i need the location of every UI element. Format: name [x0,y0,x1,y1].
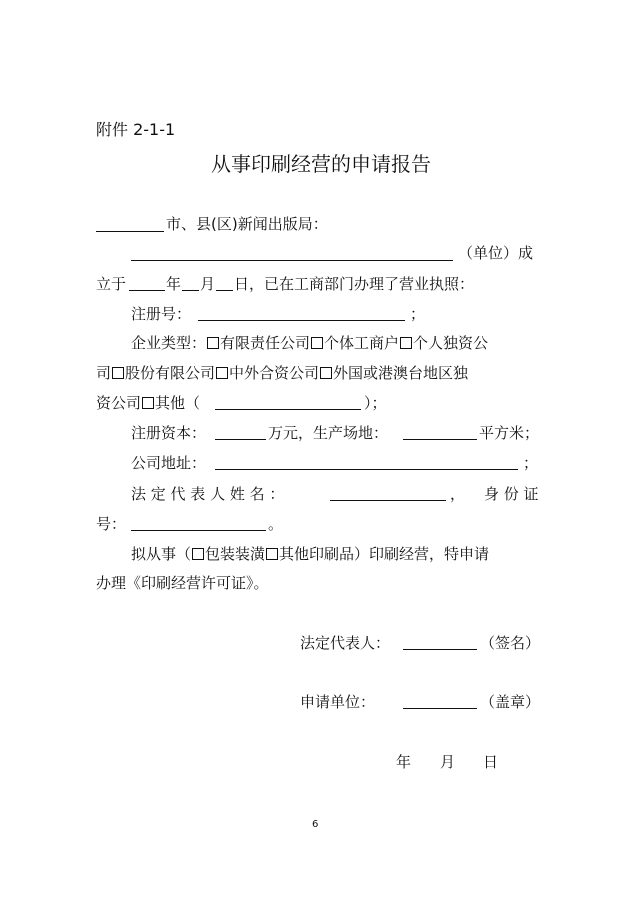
blank-area [403,439,477,440]
blank-unit-name [131,260,453,261]
blank-legal-rep-name [330,500,446,501]
established-day-text: 日，已在工商部门办理了营业执照： [234,275,475,293]
checkbox-other-print[interactable] [266,548,278,560]
reg-no-end: ； [410,305,426,323]
established-prefix: 立于 [96,275,127,293]
checkbox-joint-stock[interactable] [112,367,124,379]
checkbox-foreign-hmt[interactable] [320,367,332,379]
page-number: 6 [312,819,319,830]
rep-signature-suffix: （签名） [480,634,541,652]
enterprise-type-line1 [131,333,488,353]
blank-rep-signature [403,649,477,650]
checkbox-individual-business[interactable] [311,337,323,349]
blank-id-number [131,530,266,531]
legal-rep-label: 法 定 代 表 人 姓 名 ： [131,485,285,503]
blank-address [215,469,518,470]
enterprise-type-line2 [96,363,468,383]
area-unit: 平方米； [479,424,540,442]
blank-day [216,290,233,291]
option-foreign-hmt: 外国或港澳台地区独 [333,364,469,382]
option-joint-venture: 中外合资公司 [229,364,320,382]
blank-reg-no [198,320,405,321]
id-label: 身 份 证 [484,485,539,503]
id-end: 。 [268,515,284,533]
option-other-print: 其他印刷品）印刷经营，特申请 [279,545,490,563]
blank-other-type [215,409,361,410]
address-end: ； [523,454,539,472]
checkbox-llc[interactable] [207,337,219,349]
blank-month [182,290,199,291]
enterprise-type-line3 [96,393,200,413]
date-year: 年 [396,753,412,771]
checkbox-sole-proprietorship[interactable] [400,337,412,349]
capital-label: 注册资本： [131,424,207,442]
enterprise-type-label: 企业类型： [131,334,207,352]
intent-line1 [131,544,489,564]
date-month: 月 [440,753,456,771]
checkbox-joint-venture[interactable] [216,367,228,379]
unit-seal-label: 申请单位： [300,693,376,711]
address-label: 公司地址： [131,454,207,472]
capital-unit: 万元，生产场地： [268,424,389,442]
checkbox-other[interactable] [142,397,154,409]
option-joint-stock: 股份有限公司 [125,364,216,382]
rep-signature-label: 法定代表人： [300,634,391,652]
option-other-end: ）； [364,394,387,412]
option-foreign-hmt-cont: 资公司 [96,394,142,412]
blank-unit-seal [403,708,477,709]
established-year: 年 [166,275,182,293]
option-individual-business: 个体工商户 [324,334,400,352]
unit-suffix: （单位）成 [458,244,534,262]
option-sole-proprietorship: 个人独资公 [413,334,489,352]
option-other: 其他（ [155,394,201,412]
blank-year [129,290,165,291]
reg-no-label: 注册号： [131,305,192,323]
blank-capital [215,439,266,440]
established-month: 月 [200,275,216,293]
addressee-text: 市、县(区)新闻出版局： [166,215,328,233]
page-title: 从事印刷经营的申请报告 [211,152,431,176]
checkbox-packaging[interactable] [192,548,204,560]
option-llc: 有限责任公司 [220,334,311,352]
unit-seal-suffix: （盖章） [480,693,541,711]
id-label-cont: 号： [96,515,127,533]
date-day: 日 [483,753,499,771]
option-sole-proprietorship-cont: 司 [96,364,112,382]
legal-rep-comma: ， [450,485,466,503]
option-packaging: 包装装潢 [205,545,266,563]
intent-prefix: 拟从事（ [131,545,192,563]
attachment-label: 附件 2-1-1 [96,120,176,139]
blank-authority [96,231,164,232]
intent-line2: 办理《印刷经营许可证》。 [96,574,269,592]
